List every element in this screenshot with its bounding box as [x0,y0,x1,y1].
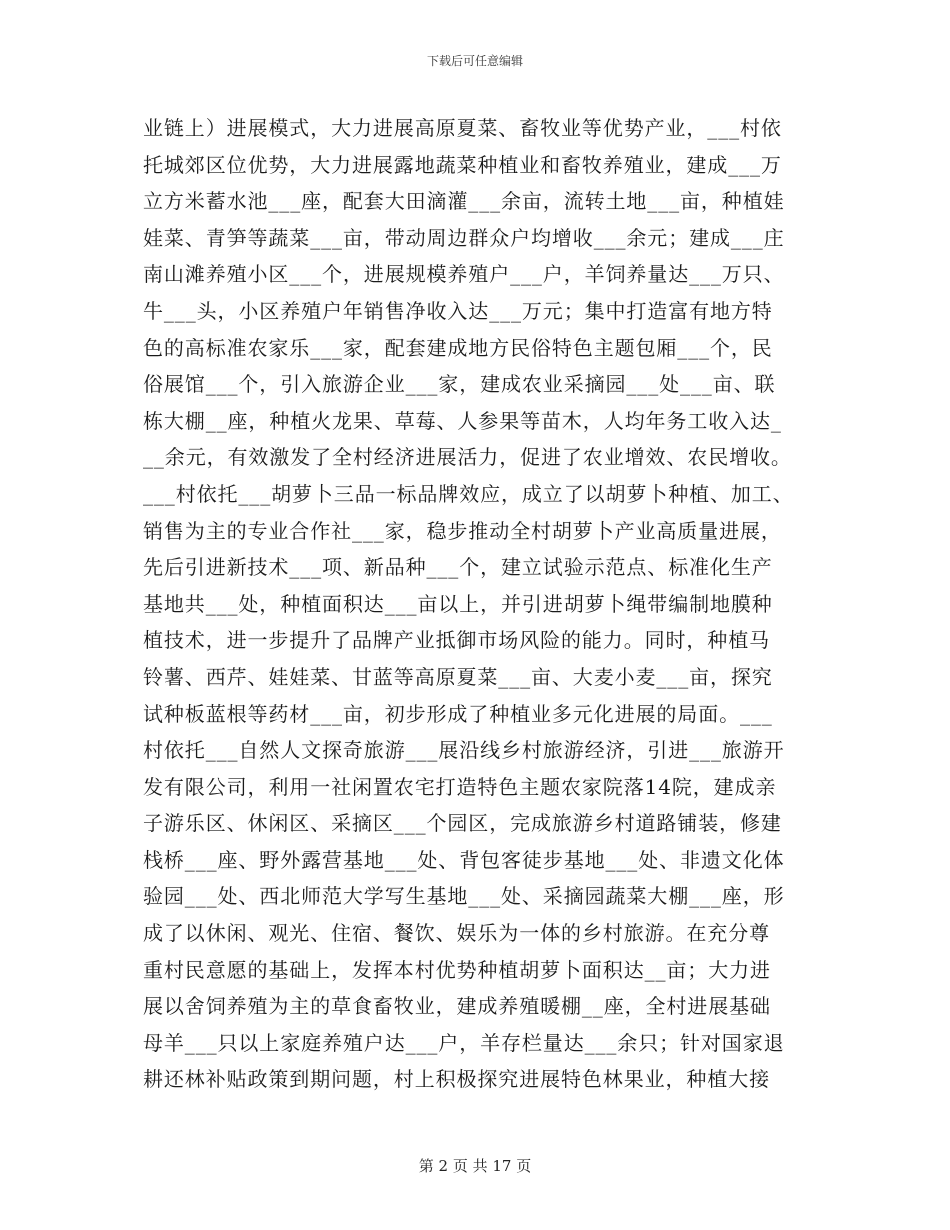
text-line: 村依托___自然人文探奇旅游___展沿线乡村旅游经济，引进___旅游开 [143,738,785,763]
text-line: 植技术，进一步提升了品牌产业抵御市场风险的能力。同时，种植马 [143,628,770,653]
text-line: 牛___头，小区养殖户年销售净收入达___万元；集中打造富有地方特 [143,298,773,323]
text-line: 试种板蓝根等药材___亩，初步形成了种植业多元化进展的局面。___ [143,701,773,726]
text-line: 栋大棚__座，种植火龙果、草莓、人参果等苗木，人均年务工收入达_ [143,408,782,433]
text-line: 验园___处、西北师范大学写生基地___处、采摘园蔬菜大棚___座，形 [143,884,785,909]
page-footer-page-number: 第 2 页 共 17 页 [418,1157,532,1175]
text-line: 托城郊区位优势，大力进展露地蔬菜种植业和畜牧养殖业，建成___万 [143,152,782,177]
text-line: 铃薯、西芹、娃娃菜、甘蓝等高原夏菜___亩、大麦小麦___亩，探究 [143,664,773,689]
text-line: 重村民意愿的基础上，发挥本村优势种植胡萝卜面积达__亩；大力进 [143,957,771,982]
text-line: 基地共___处，种植面积达___亩以上，并引进胡萝卜绳带编制地膜种 [143,591,773,616]
text-line: 俗展馆___个，引入旅游企业___家，建成农业采摘园___处___亩、联 [143,372,776,397]
text-line: 业链上）进展模式，大力进展高原夏菜、畜牧业等优势产业，___村依 [143,116,782,140]
text-line: 子游乐区、休闲区、采摘区___个园区，完成旅游乡村道路铺装，修建 [143,811,782,836]
text-line: 色的高标准农家乐___家，配套建成地方民俗特色主题包厢___个，民 [143,335,773,360]
text-line: ___村依托___胡萝卜三品一标品牌效应，成立了以胡萝卜种植、加工、 [143,481,794,506]
page-header: 下载后可任意编辑 [426,54,523,68]
text-line: 南山滩养殖小区___个，进展规模养殖户___户，羊饲养量达___万只、 [143,262,785,287]
text-line: 耕还林补贴政策到期问题，村上积极探究进展特色林果业，种植大接 [143,1067,770,1092]
text-line: 展以舍饲养殖为主的草食畜牧业，建成养殖暖棚__座，全村进展基础 [143,994,771,1019]
text-line: 娃菜、青笋等蔬菜___亩，带动周边群众户均增收___余元；建成___庄 [143,225,785,250]
text-line: __余元，有效激发了全村经济进展活力，促进了农业增效、农民增收。 [143,445,792,470]
text-line: 立方米蓄水池___座，配套大田滴灌___余亩，流转土地___亩，种植娃 [143,189,785,214]
text-line: 栈桥___座、野外露营基地___处、背包客徒步基地___处、非遗文化体 [143,847,785,872]
text-line: 先后引进新技术___项、新品种___个，建立试验示范点、标准化生产 [143,555,773,580]
text-line: 发有限公司，利用一社闲置农宅打造特色主题农家院落14院，建成亲 [143,774,777,799]
text-line: 母羊___只以上家庭养殖户达___户，羊存栏量达___余只；针对国家退 [143,1030,785,1055]
text-line: 成了以休闲、观光、住宿、餐饮、娱乐为一体的乡村旅游。在充分尊 [143,921,770,946]
text-line: 销售为主的专业合作社___家，稳步推动全村胡萝卜产业高质量进展， [143,518,782,543]
document-body [143,110,805,1098]
